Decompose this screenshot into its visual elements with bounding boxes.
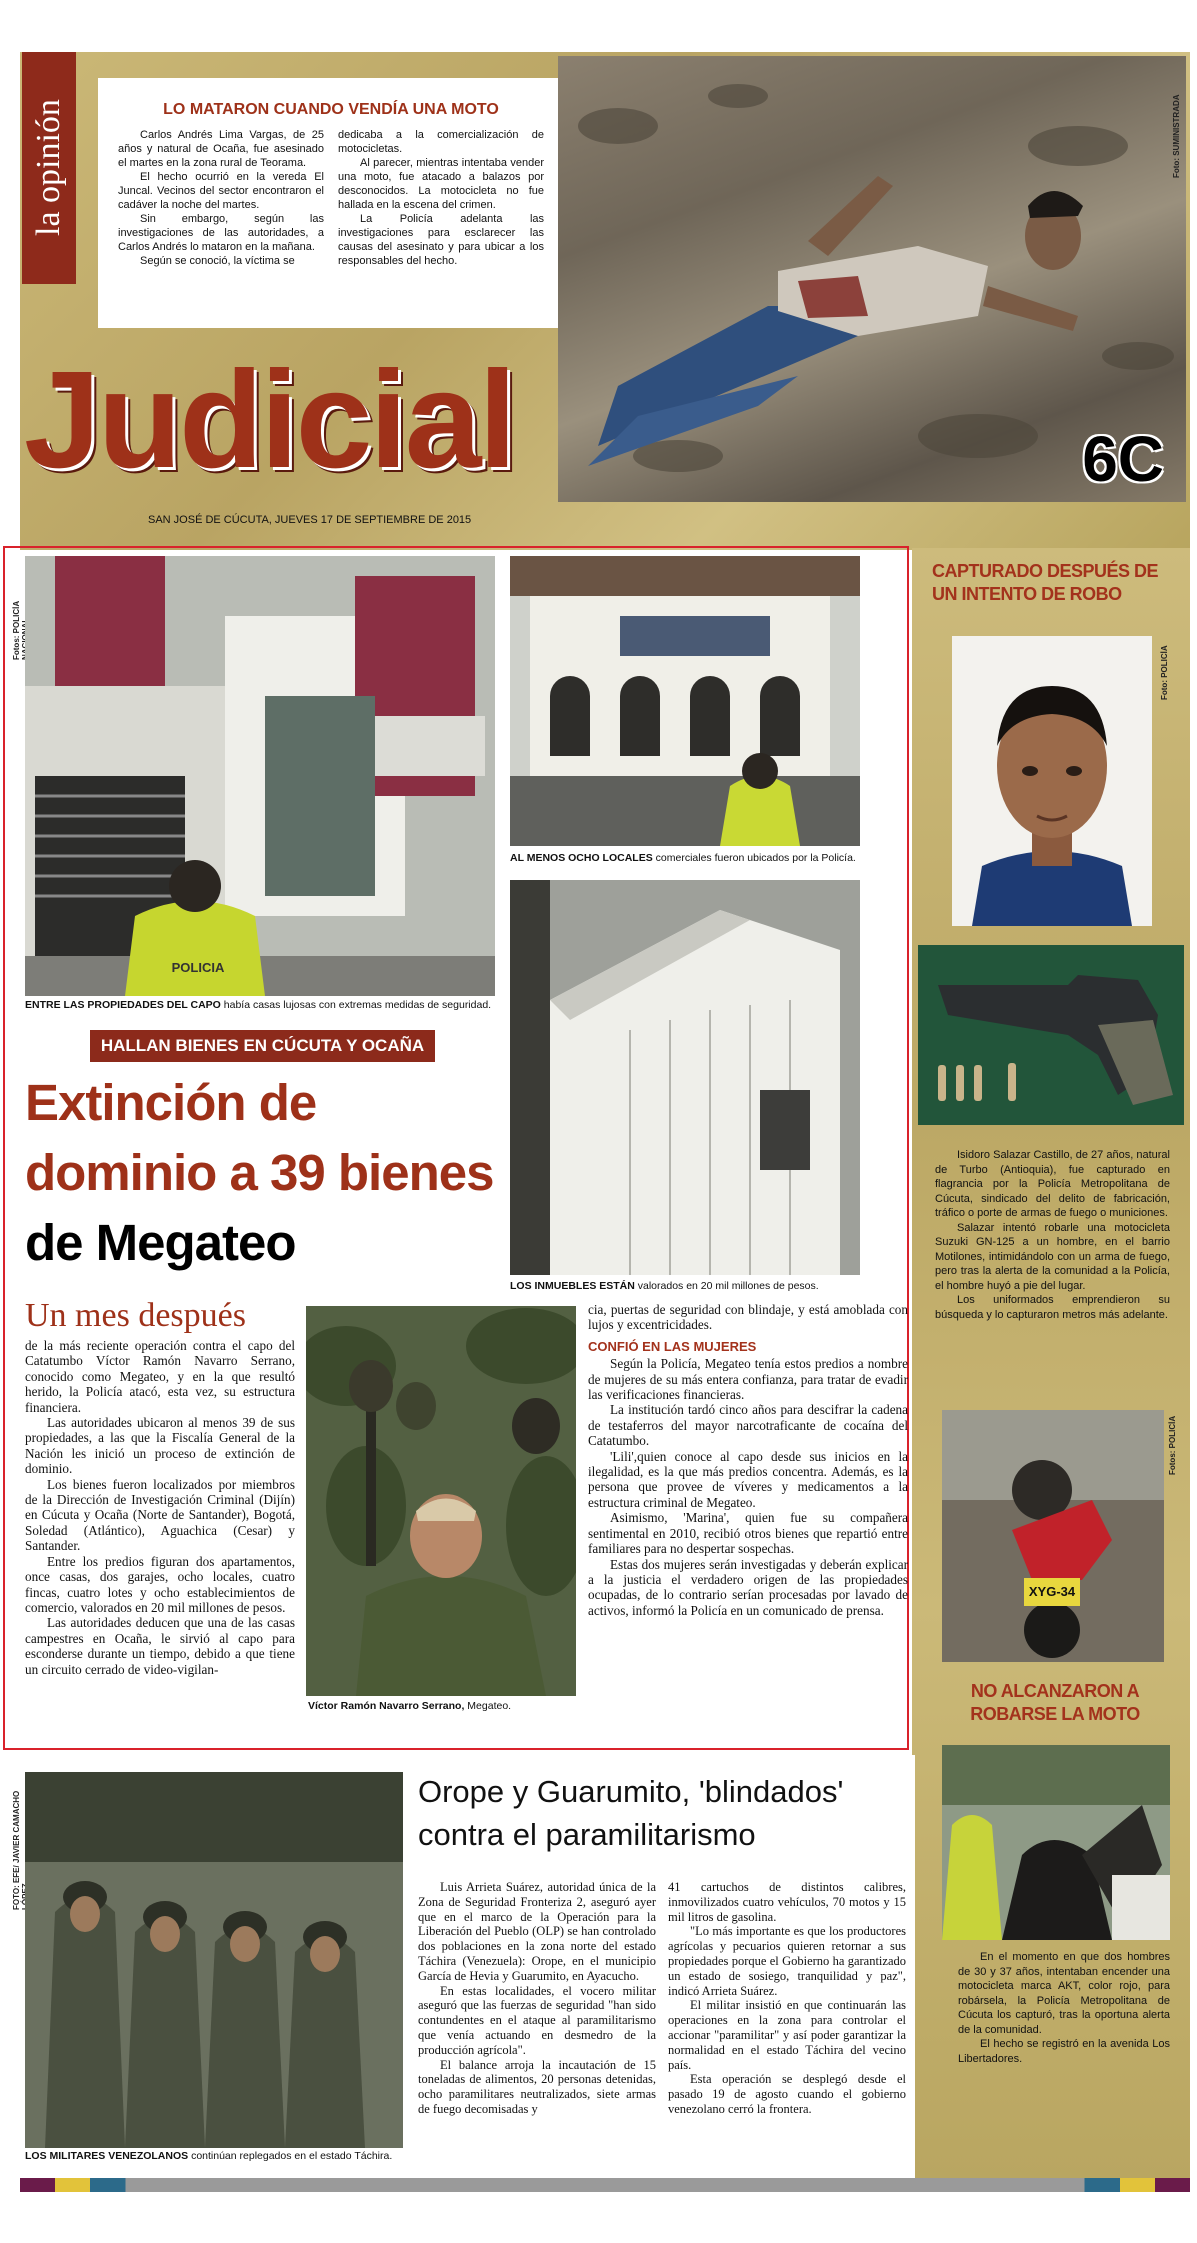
police-vest-text: POLICIA <box>171 960 225 975</box>
paragraph: "Lo más importante es que los productores agrícolas y pecuarios quieren retornar a sus propiedades porque el Gobierno ha garantizado un estado de sosiego, tranquilidad y paz", indicó Arrieta Suárez. <box>668 1924 906 1998</box>
main-col3 <box>588 1302 908 1722</box>
building-photo-3 <box>510 880 860 1275</box>
paragraph: cia, puertas de seguridad con blindaje, y está amoblada con lujos y excentricidades. <box>588 1302 908 1333</box>
main-col1 <box>25 1338 295 1718</box>
megateo-photo <box>306 1306 576 1696</box>
soldiers-photo <box>25 1772 403 2148</box>
suspect-mugshot <box>952 636 1152 926</box>
paragraph: El hecho se registró en la avenida Los Libertadores. <box>958 2038 1170 2065</box>
bottom-col2 <box>668 1880 906 2170</box>
subhead: CONFIÓ EN LAS MUJERES <box>588 1338 757 1354</box>
caption-text: Megateo. <box>464 1700 512 1712</box>
paragraph: Las autoridades ubicaron al menos 39 de sus propiedades, a las que la Fiscalía General de la Nación les inició un proceso de extinción de dominio. <box>25 1415 295 1477</box>
sidebar-photo-credit-1: Foto: POLICÍA <box>1160 645 1169 700</box>
paragraph: En estas localidades, el vocero militar aseguró que las fuerzas de seguridad "han sido contundentes en el ataque al paramilitarismo que venía actuando en desmedro de la producción agrícola". <box>418 1983 656 2057</box>
paragraph: Las autoridades deducen que una de las casas campestres en Ocaña, le sirvió al capo para esconderse durante un tiempo, debido a que tiene un circuito cerrado de video-vigilan- <box>25 1615 295 1677</box>
sidebar-story-1 <box>935 1148 1170 1368</box>
caption-2 <box>510 852 860 865</box>
paragraph: 'Lili',quien conoce al capo desde sus inicios en la ilegalidad, es la que más predios concentra. Además, es la persona que provee de víveres y medicamentos a la estructura criminal de Megateo. <box>588 1448 908 1510</box>
paragraph: Los uniformados emprendieron su búsqueda y lo capturaron metros más adelante. <box>935 1294 1170 1321</box>
main-lead: Un mes después <box>25 1297 246 1334</box>
kicker: HALLAN BIENES EN CÚCUTA Y OCAÑA <box>90 1030 435 1062</box>
paragraph: Sin embargo, según las investigaciones de las autoridades, a Carlos Andrés lo mataron en la mañana. <box>118 213 324 253</box>
paragraph: El hecho ocurrió en la vereda El Juncal. Vecinos del sector encontraron el cadáver la noche del martes. <box>118 171 324 211</box>
caption-text: valorados en 20 mil millones de pesos. <box>634 1280 819 1292</box>
caption-3 <box>510 1280 860 1293</box>
footer-strip <box>20 2178 1190 2192</box>
paragraph: de la más reciente operación contra el capo del Catatumbo Víctor Ramón Navarro Serrano, conocido como Megateo, y en la que resultó herido, la Policía atacó, esta vez, su estructura financiera. <box>25 1338 295 1415</box>
caption-lead: Víctor Ramón Navarro Serrano, <box>308 1700 465 1712</box>
paragraph: dedicaba a la comercialización de motocicletas. <box>338 129 544 155</box>
paragraph: Asimismo, 'Marina', quien fue su compañera sentimental en 2010, recibió otros bienes que repartió entre familiares para no despertar sospechas. <box>588 1510 908 1557</box>
paragraph: Según la Policía, Megateo tenía estos predios a nombre de mujeres de su más entera confianza, para tratar de evadir las verificaciones financieras. <box>588 1356 908 1403</box>
caption-lead: AL MENOS OCHO LOCALES <box>510 852 653 864</box>
caption-lead: LOS MILITARES VENEZOLANOS <box>25 2150 189 2162</box>
sidebar-story-2 <box>958 1950 1170 2100</box>
paragraph: Esta operación se desplegó desde el pasado 19 de agosto cuando el gobierno venezolano cerró la frontera. <box>668 2072 906 2116</box>
caption-1 <box>25 999 495 1012</box>
sidebar-headline-2: NO ALCANZARON A ROBARSE LA MOTO <box>970 1681 1140 1724</box>
paragraph: Luis Arrieta Suárez, autoridad única de la Zona de Seguridad Fronteriza 2, aseguró ayer que en el marco de la Operación para la Liberación del Pueblo (OLP) se han controlado dos poblaciones en la zona norte del estado Táchira (Venezuela): Orope, en el municipio García de Hevia y Guarumito, en Ayacucho. <box>418 1880 656 1983</box>
paragraph: La institución tardó cinco años para descifrar la cadena de testaferros del mayor narcotraficante de cocaína del Catatumbo. <box>588 1402 908 1449</box>
caption-text: continúan replegados en el estado Táchira. <box>188 2150 393 2162</box>
revolver-photo <box>918 945 1184 1125</box>
caption-text: comerciales fueron ubicados por la Policía. <box>652 852 856 864</box>
bottom-headline: Orope y Guarumito, 'blindados' contra el paramilitarismo <box>418 1774 844 1852</box>
building-photo-2 <box>510 556 860 846</box>
brand-band <box>22 52 76 284</box>
top-story-box <box>98 78 560 328</box>
section-title: Judicial <box>24 343 514 497</box>
arrest-photo <box>942 1745 1170 1940</box>
paragraph: Los bienes fueron localizados por miembros de la Dirección de Investigación Criminal (Dijín) en Cúcuta y Ocaña (Norte de Santander), Bogotá, Soledad (Atlántico), Aguachica (Cesar) y Santander. <box>25 1476 295 1554</box>
caption-lead: LOS INMUEBLES ESTÁN <box>510 1280 635 1292</box>
dateline: SAN JOSÉ DE CÚCUTA, JUEVES 17 DE SEPTIEMBRE DE 2015 <box>148 514 472 526</box>
top-story-col1 <box>118 128 324 268</box>
paragraph: 41 cartuchos de distintos calibres, inmovilizados cuatro vehículos, 70 motos y 15 mil litros de gasolina. <box>668 1880 906 1924</box>
top-story-col2 <box>338 128 544 268</box>
headline-red: Extinción de dominio a 39 bienes <box>25 1074 494 1201</box>
caption-4 <box>308 1700 578 1713</box>
paragraph: El balance arroja la incautación de 15 toneladas de alimentos, 20 personas detenidas, ocho paramilitares neutralizados, siete armas de fuego decomisadas y <box>418 2057 656 2116</box>
paragraph: Isidoro Salazar Castillo, de 27 años, natural de Turbo (Antioquia), fue capturado en flagrancia por la Policía Metropolitana de Cúcuta, sindicado del delito de fabricación, tráfico o porte de armas de fuego o municiones. <box>935 1149 1170 1219</box>
bottom-photo-credit: FOTO: EFE/ JAVIER CAMACHO <box>12 1790 21 1910</box>
main-photo-credit: Fotos: POLICÍA <box>12 601 21 660</box>
bottom-col1 <box>418 1880 656 2170</box>
paragraph: Entre los predios figuran dos apartamentos, once casas, dos garajes, ocho locales, cuatro fincas, cuatro lotes y ocho establecimientos de comercio, valorados en 20 mil millones de pesos. <box>25 1553 295 1615</box>
caption-5 <box>25 2150 425 2163</box>
headline-black: de Megateo <box>25 1214 296 1271</box>
paragraph: El militar insistió en que continuarán las operaciones en la zona para controlar el accionar "paramilitar" y así poder garantizar la normalidad en el estado Táchira del vecino país. <box>668 1998 906 2072</box>
paragraph: La Policía adelanta las investigaciones para esclarecer las causas del asesinato y para ubicar a los responsables del hecho. <box>338 213 544 267</box>
building-photo-1 <box>25 556 495 996</box>
paragraph: Según se conoció, la víctima se <box>140 255 295 267</box>
top-story-headline: LO MATARON CUANDO VENDÍA UNA MOTO <box>163 101 499 118</box>
motorcycle-photo <box>942 1410 1164 1662</box>
sidebar-headline-1: CAPTURADO DESPUÉS DE UN INTENTO DE ROBO <box>932 561 1159 604</box>
main-headline <box>25 1068 505 1288</box>
paragraph: En el momento en que dos hombres de 30 y 37 años, intentaban encender una motocicleta marca AKT, color rojo, para robársela, la Policía Metropolitana de Cúcuta los capturó, tras la oportuna alerta de la comunidad. <box>958 1951 1170 2036</box>
brand-logo: la opinión <box>30 99 67 237</box>
caption-lead: ENTRE LAS PROPIEDADES DEL CAPO <box>25 999 221 1011</box>
sidebar-photo-credit-2: Fotos: POLICÍA <box>1168 1415 1177 1475</box>
paragraph: Estas dos mujeres serán investigadas y deberán explicar a la justicia el verdadero origen de las propiedades ocupadas, de lo contrario serían procesadas por lavado de activos, informó la Policía en un comunicado de prensa. <box>588 1556 908 1618</box>
top-photo-credit: Foto: SUMINISTRADA <box>1172 94 1181 178</box>
paragraph: Al parecer, mientras intentaba vender una moto, fue atacado a balazos por desconocidos. La motocicleta no fue hallada en la escena del crimen. <box>338 157 544 211</box>
license-plate: XYG-34 <box>1028 1584 1076 1599</box>
page-number: 6C <box>1082 423 1164 495</box>
caption-text: había casas lujosas con extremas medidas de seguridad. <box>220 999 492 1011</box>
paragraph: Carlos Andrés Lima Vargas, de 25 años y natural de Ocaña, fue asesinado el martes en la zona rural de Teorama. <box>118 129 324 169</box>
paragraph: Salazar intentó robarle una motocicleta Suzuki GN-125 a un hombre, en el barrio Motilones, intimidándolo con un arma de fuego, pero tras la alerta de la comunidad a la Policía, el hombre huyó a pie del lugar. <box>935 1221 1170 1292</box>
crime-scene-photo <box>558 56 1186 502</box>
